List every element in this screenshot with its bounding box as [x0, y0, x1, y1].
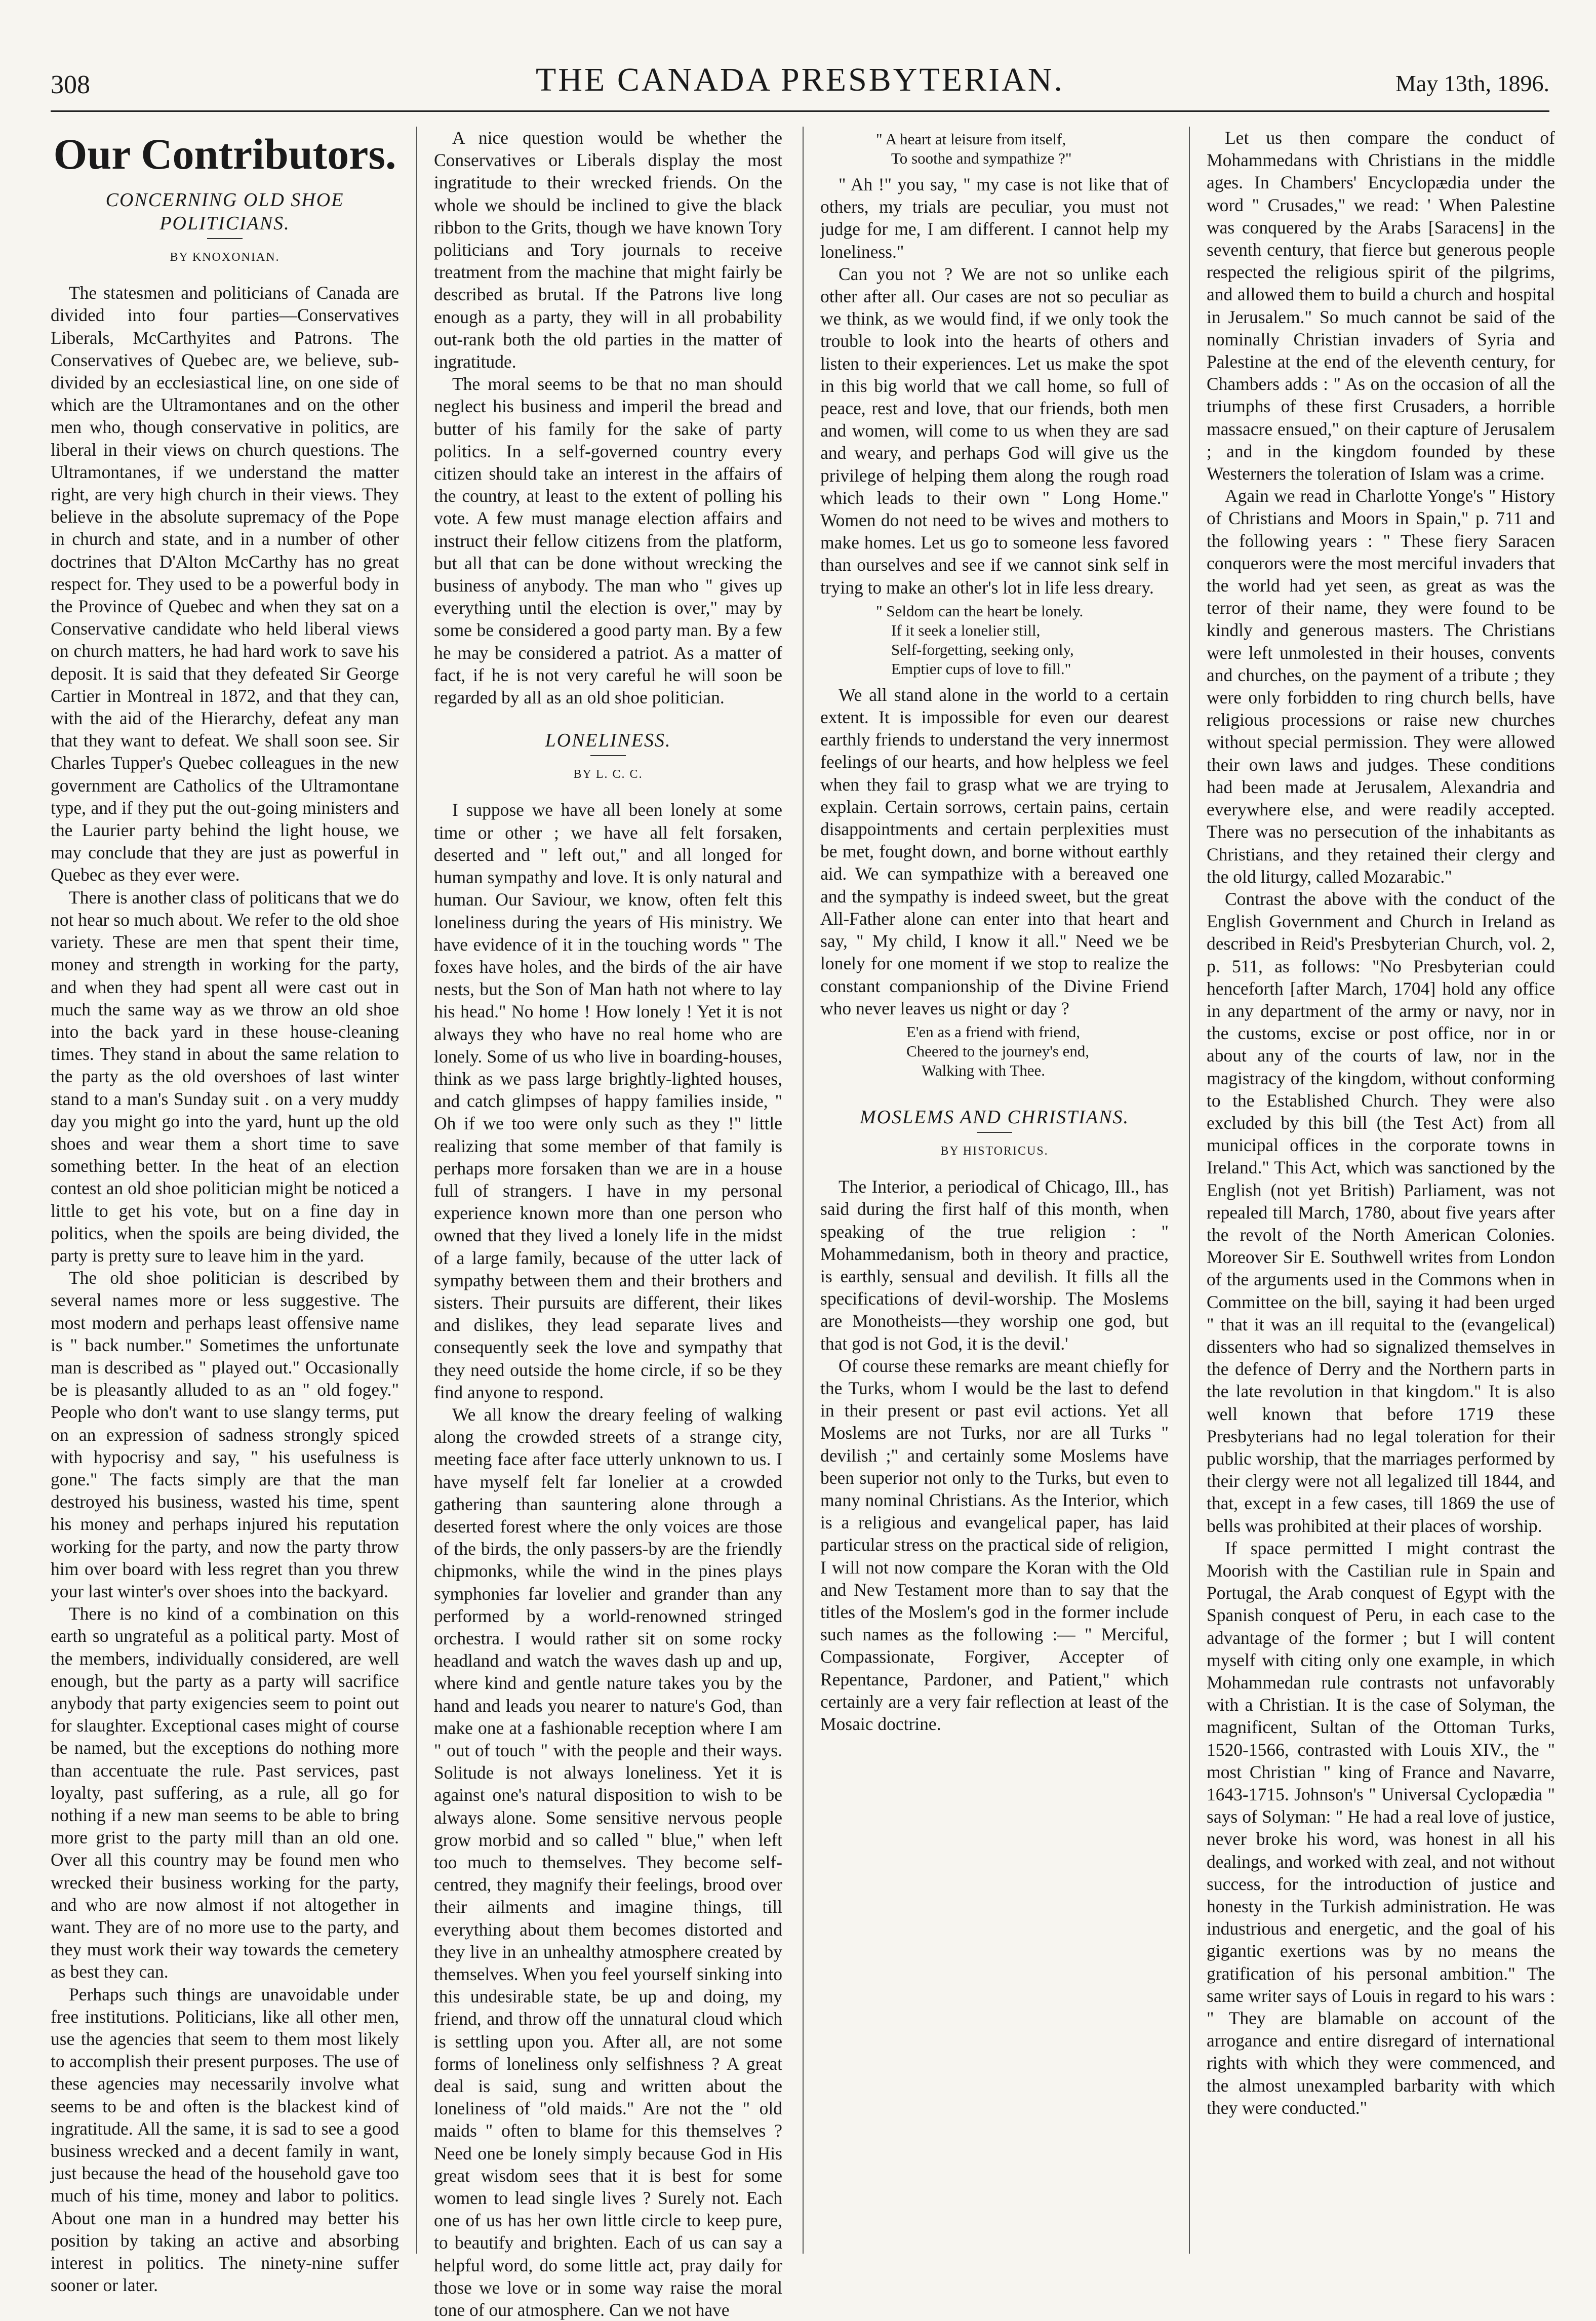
column-divider	[1189, 127, 1190, 2254]
page-number: 308	[51, 70, 90, 99]
article-byline: BY HISTORICUS.	[820, 1132, 1169, 1162]
paragraph: The Interior, a periodical of Chicago, Ill., has said during the first half of this month, when speaking of the true religion : " Mohammedanism, both in theory and practice, is earthly, sensual and devilish. It fills all the specifications of devil-worship. The Moslems are Monotheists—they worship one god, but that god is not God, it is the devil.'	[820, 1176, 1169, 1354]
paragraph: The old shoe politician is described by several names more or less suggestive. The most modern and perhaps least offensive name is " back number." Sometimes the unfortunate man is described as " played out." Occasionally be is pleasantly alluded to as an " old fogey." People who don't want to use slangy terms, put on an expression of sadness strongly spiced with hypocrisy and say, " his usefulness is gone." The facts simply are that the man destroyed his business, wasted his time, spent his money and perhaps injured his reputation working for the party, and now the party throw him over board with less regret than you threw your last winter's over shoes into the backyard.	[51, 1268, 399, 1601]
column-3	[820, 127, 1169, 2259]
paragraph: A nice question would be whether the Conservatives or Liberals display the most ingratitude to their wrecked friends. On the whole we should be inclined to give the black ribbon to the Grits, though we have known Tory politicians and Tory journals to receive treatment from the machine that might fairly be described as brutal. If the Patrons live long enough as a party, they will in all probability out-rank both the old parties in the matter of ingratitude.	[434, 128, 782, 372]
paragraph: Perhaps such things are unavoidable under free institutions. Politicians, like all other men, use the agencies that seem to them most likely to accomplish their present purposes. The use of these agencies may necessarily involve what seems to be and often is the blackest kind of ingratitude. All the same, it is sad to see a good business wrecked and a decent family in want, just because the head of the household gave too much of his time, money and labor to politics. About one man in a hundred may better his position by taking an active and absorbing interest in politics. The ninety-nine suffer sooner or later.	[51, 1984, 399, 2296]
paragraph: I suppose we have all been lonely at some time or other ; we have all felt forsaken, deserted and " left out," and all longed for human sympathy and love. It is only natural and human. Our Saviour, we know, often felt this loneliness during the years of His ministry. We have evidence of it in the touching words " The foxes have holes, and the birds of the air have nests, but the Son of Man hath not where to lay his head." No home ! How lonely ! Yet it is not always they who have no real home who are lonely. Some of us who live in boarding-houses, think as we pass large brightly-lighted houses, and catch glimpses of happy families inside, " Oh if we too were only such as they !" little realizing that some member of that family is perhaps more forsaken than we are in a house full of strangers. I have in my personal experience known more than one person who owned that they lived a lonely life in the midst of a large family, because of the utter lack of sympathy between them and their brothers and sisters. Their pursuits are different, their likes and dislikes, they lead separate lives and consequently seek the love and sympathy that they need outside the home circle, if so be they find anyone to respond.	[434, 800, 782, 1402]
column-2	[434, 127, 782, 2320]
paragraph: " Ah !" you say, " my case is not like that of others, my trials are peculiar, you must not judge for me, I am different. I cannot help my loneliness."	[820, 174, 1169, 262]
poem-line: Self-forgetting, seeking only,	[891, 640, 1074, 658]
poem-quote	[876, 130, 1169, 168]
article-title: LONELINESS.	[545, 730, 671, 752]
poem-quote	[906, 1022, 1169, 1080]
header-rule	[51, 110, 1549, 112]
poem-line: If it seek a lonelier still,	[891, 621, 1041, 639]
paragraph: Again we read in Charlotte Yonge's " History of Christians and Moors in Spain," p. 711 and the following years : " These fiery Saracen conquerors were the most merciful invaders that the world had yet seen, as great as was the terror of their name, they were found to be kindly and generous masters. The Christians were left unmolested in their houses, convents and churches, on the payment of a tribute ; they were only forbidden to ring church bells, have religious processions or raise new churches without special permission. They were allowed their own laws and judges. These conditions had been made at Jerusalem, Alexandria and everywhere else, and were readily accepted. There was no persecution of the inhabitants as Christians, and they retained their clergy and the old liturgy, called Mozarabic."	[1207, 486, 1555, 887]
paragraph: Contrast the above with the conduct of the English Government and Church in Ireland as described in Reid's Presbyterian Church, vol. 2, p. 511, as follows: "No Presbyterian could henceforth [after March, 1704] hold any office in any department of the army or navy, nor in the customs, excise or post office, nor in or about any of the courts of law, nor in the magistracy of the kingdom, without conforming to the Established Church. They were also excluded by this bill (the Test Act) from all municipal offices in the corporate towns in Ireland." This Act, which was sanctioned by the English (not yet British) Parliament, was not repealed till March, 1780, about five years after the revolt of the North American Colonies. Moreover Sir E. Southwell writes from London of the arguments used in the Commons when in Committee on the bill, saying it had been urged " that it was an ill requital to the (evangelical) dissenters who had so signalized themselves in the defence of Derry and the Northern parts in the late revolution in that kingdom." It is also well known that before 1719 these Presbyterians had no legal toleration for their public worship, that the marriages performed by their clergy were not all legalized till 1844, and that, except in a few cases, till 1869 the use of bells was prohibited at their places of worship.	[1207, 888, 1555, 1536]
paragraph: There is no kind of a combination on this earth so ungrateful as a political party. Most of the members, individually considered, are well enough, but the party as a party will sacrifice anybody that party exigencies seem to point out for slaughter. Exceptional cases might of course be named, but the exceptions do nothing more than accentuate the rule. Past services, past loyalty, past suffering, as a rule, all go for nothing if a new man seems to be able to bring more grist to the party mill than an old one. Over all this country may be found men who wrecked their business working for the party, and who are now almost if not altogether in want. They are of no more use to the party, and they must work their way towards the cemetery as best they can.	[51, 1603, 399, 1982]
poem-line: Emptier cups of love to fill."	[891, 659, 1071, 678]
page-header	[51, 61, 1549, 106]
issue-date: May 13th, 1896.	[1395, 70, 1549, 96]
poem-line: Walking with Thee.	[922, 1061, 1046, 1079]
column-1	[51, 127, 399, 2296]
paragraph: We all know the dreary feeling of walking along the crowded streets of a strange city, meeting face after face utterly unknown to us. I have myself felt far lonelier at a crowded gathering than sauntering alone through a deserted forest where the only voices are those of the birds, the only passers-by are the friendly chipmonks, while the wind in the pines plays symphonies far lovelier and grander than any performed by a world-renowned stringed orchestra. I would rather sit on some rocky headland and watch the waves dash up and up, where kind and gentle nature takes you by the hand and leads you nearer to nature's God, than make one at a fashionable reception where I am " out of touch " with the people and their ways. Solitude is not always loneliness. Yet it is against one's natural disposition to wish to be always alone. Some sensitive nervous people grow morbid and so called " blue," when left too much to themselves. They become self-centred, they magnify their feelings, brood over their ailments and imagine things, till everything about them becomes distorted and they live in an unhealthy atmosphere created by themselves. When you feel yourself sinking into this undesirable state, be up and doing, my friend, and throw off the unnatural cloud which is settling upon you. After all, are not some forms of loneliness only selfishness ? A great deal is said, sung and written about the loneliness of "old maids." Are not the " old maids " often to blame for this themselves ? Need one be lonely simply because God in His great wisdom sees that it is best for some women to lead single lives ? Surely not. Each one of us has her own little circle to keep pure, to beautify and brighten. Each of us can say a helpful word, do some little act, pray daily for those we love or in some way raise the moral tone of our atmosphere. Can we not have	[434, 1404, 782, 2320]
publication-title: THE CANADA PRESBYTERIAN.	[536, 61, 1064, 98]
column-4	[1207, 127, 1555, 2259]
paragraph: The moral seems to be that no man should neglect his business and imperil the bread and butter of his family for the sake of party politics. In a self-governed country every citizen should take an interest in the affairs of the country, at least to the extent of polling his vote. A few must manage election affairs and instruct their fellow citizens from the platform, but all that can be done without wrecking the business of anybody. The man who " gives up everything until the election is over," may by some be considered a good party man. By a few he may be considered a patriot. As a matter of fact, if he is not very careful he will soon be regarded by all as an old shoe politician.	[434, 374, 782, 708]
paragraph: There is another class of politicans that we do not hear so much about. We refer to the old shoe variety. These are men that spent their time, money and strength in working for the party, and when they had spent all were cast out in much the same way as we throw an old shoe into the back yard in these house-cleaning times. They stand in about the same relation to the party as the old overshoes of last winter stand to a man's Sunday suit . on a very muddy day you might go into the yard, hunt up the old shoes and wear them a short time to save something better. In the heat of an election contest an old shoe politician might be noticed a little to get his vote, but on a fine day in politics, when the spoils are being divided, the party is pretty sure to leave him in the yard.	[51, 887, 399, 1266]
poem-line: E'en as a friend with friend,	[906, 1022, 1081, 1041]
poem-quote	[876, 602, 1169, 679]
poem-line: Cheered to the journey's end,	[906, 1042, 1090, 1060]
poem-line: To soothe and sympathize ?"	[891, 149, 1072, 167]
paragraph: Of course these remarks are meant chiefly for the Turks, whom I would be the last to defend in their present or past evil actions. Yet all Moslems are not Turks, nor are all Turks " devilish ;" and certainly some Moslems have been superior not only to the Turks, but even to many nominal Christians. As the Interior, which is a religious and evangelical paper, has laid particular stress on the practical side of religion, I will not now compare the Koran with the Old and New Testament more than to say that the titles of the Moslem's god in the former include such names as the following :— " Merciful, Compassionate, Forgiver, Accepter of Repentance, Pardoner, and Patient," which certainly are a very fair reflection at least of the Mosaic doctrine.	[820, 1355, 1169, 1734]
article-byline: BY KNOXONIAN.	[51, 238, 399, 268]
paragraph: We all stand alone in the world to a certain extent. It is impossible for even our dearest earthly friends to understand the very innermost feelings of our hearts, and how helpless we feel when they fail to grasp what we are trying to explain. Certain sorrows, certain pains, certain disappointments and certain perplexities must be met, fought down, and borne without earthly aid. We can sympathize with a bereaved one and the sympathy is indeed sweet, but the great All-Father alone can enter into that heart and say, " My child, I know it all." Need we be lonely for one moment if we stop to realize the constant companionship of the Divine Friend who never leaves us night or day ?	[820, 684, 1169, 1018]
paragraph: The statesmen and politicians of Canada are divided into four parties—Conservatives Liberals, McCarthyites and Patrons. The Conservatives of Quebec are, we believe, sub-divided by an ecclesiastical line, on one side of which are the Ultramontanes and on the other men who, though conservative in politics, are liberal in their views on church questions. The Ultramontanes, if we understand the matter right, are very high church in their views. They believe in the absolute supremacy of the Pope in church and state, and in a number of other doctrines that D'Alton McCarthy has no great respect for. They used to be a powerful body in the Province of Quebec and when they sat on a Conservative candidate who held liberal views on church matters, he had hard work to save his deposit. It is said that they defeated Sir George Cartier in Montreal in 1872, and that they can, with the aid of the Hierarchy, defeat any man that they want to defeat. We shall soon see. Sir Charles Tupper's Quebec colleagues in the new government are Catholics of the Ultramontane type, and if they put the out-going ministers and the Laurier party behind the light house, we may conclude that they are just as powerful in Quebec as they ever were.	[51, 283, 399, 885]
paragraph: Can you not ? We are not so unlike each other after all. Our cases are not so peculiar as we think, as we would find, if we only took the trouble to look into the hearts of others and listen to their experiences. Let us make the spot in this big world that we call home, so full of peace, rest and love, that our friends, both men and women, will come to us when they are sad and weary, and perhaps God will give us the privilege of helping them along the rough road which leads to their own " Long Home." Women do not need to be wives and mothers to make homes. Let us go to someone less favored than ourselves and see if we cannot sink self in trying to make an other's lot in life less dreary.	[820, 263, 1169, 598]
poem-line: " Seldom can the heart be lonely.	[876, 602, 1084, 620]
poem-line: " A heart at leisure from itself,	[876, 130, 1066, 148]
column-divider	[803, 127, 804, 2254]
article-title: MOSLEMS AND CHRISTIANS.	[860, 1106, 1129, 1128]
paragraph: If space permitted I might contrast the Moorish with the Castilian rule in Spain and Portugal, the Arab conquest of Egypt with the Spanish conquest of Peru, in each case to the advantage of the former ; but I will content myself with citing only one example, in which Mohammedan rule contrasts not unfavorably with a Christian. It is the case of Solyman, the magnificent, Sultan of the Ottoman Turks, 1520-1566, contrasted with Louis XIV., the " most Christian " king of France and Navarre, 1643-1715. Johnson's " Universal Cyclopædia " says of Solyman: " He had a real love of justice, never broke his word, was honest in all his dealings, and worked with zeal, and not without success, for the introduction of justice and honesty in the Turkish administration. He was industrious and energetic, and the goal of his gigantic exertions was by no means the gratification of his personal ambition." The same writer says of Louis in regard to his wars : " They are blamable on account of the arrogance and entire disregard of international rights with which they were commenced, and the almost unexampled barbarity with which they were conducted."	[1207, 1538, 1555, 2118]
section-title: Our Contributors.	[53, 130, 396, 178]
paragraph: Let us then compare the conduct of Mohammedans with Christians in the middle ages. In Chambers' Encyclopædia under the word " Crusades," we read: ' When Palestine was conquered by the Arabs [Saracens] in the seventh century, that fierce but generous people respected the religious spirit of the pilgrims, and allowed them to build a church and hospital in Jerusalem." So much cannot be said of the nominally Christian invaders of Syria and Palestine at the end of the eleventh century, for Chambers adds : " As on the occasion of all the triumphs of these first Crusaders, a horrible massacre ensued," on their capture of Jerusalem ; and in the kingdom founded by these Westerners the toleration of Islam was a crime.	[1207, 128, 1555, 484]
article-byline: BY L. C. C.	[434, 755, 782, 785]
article-title: CONCERNING OLD SHOE POLITICIANS.	[105, 189, 344, 234]
column-divider	[416, 127, 417, 2254]
